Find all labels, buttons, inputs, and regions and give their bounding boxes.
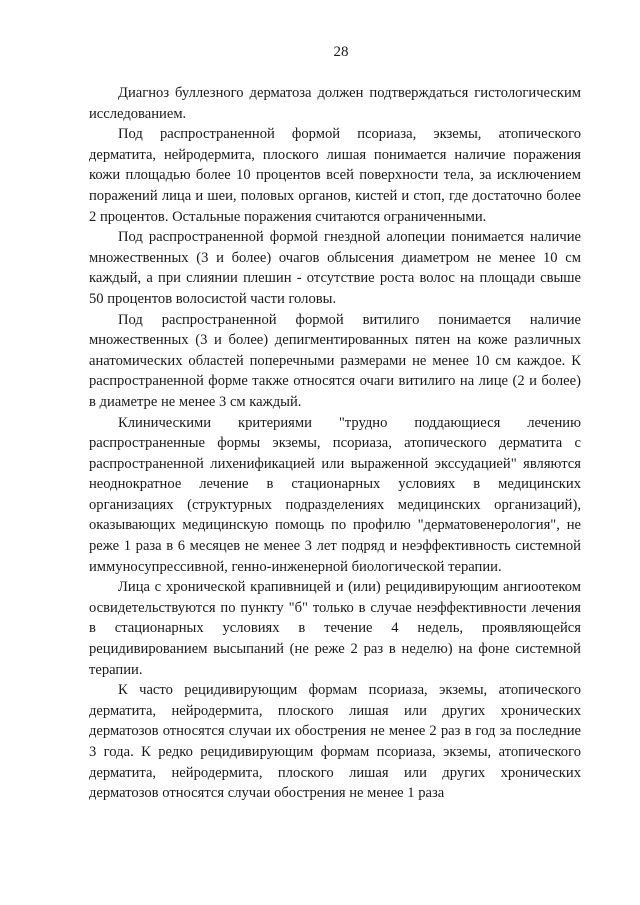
paragraph-vitiligo: Под распространенной формой витилиго понимается наличие множественных (3 и более) депигментированных пятен на коже различных анатомических областей поперечными размерами не менее 10 см каждое. К распространенной форме также относятся очаги витилиго на лице (2 и более) в диаметре не менее 3 см каждый. xyxy=(89,311,581,410)
paragraph-recurrent-forms: К часто рецидивирующим формам псориаза, экземы, атопического дерматита, нейродермита, плоского лишая или других хронических дерматозов относятся случаи их обострения не менее 2 раз в год за последние 3 года. К редко рецидивирующим формам псориаза, экземы, атопического дерматита, нейродермита, плоского лишая или других хронических дерматозов относятся случаи обострения не менее 1 раза xyxy=(89,682,581,802)
paragraph-bullous-dermatosis: Диагноз буллезного дерматоза должен подтверждаться гистологическим исследованием. xyxy=(89,85,581,122)
page-number: 28 xyxy=(333,44,349,60)
paragraph-alopecia: Под распространенной формой гнездной алопеции понимается наличие множественных (3 и более) очагов облысения диаметром не менее 10 см каждый, а при слиянии плешин - отсутствие роста волос на площади свыше 50 процентов волосистой части головы. xyxy=(89,229,581,307)
paragraph-widespread-psoriasis: Под распространенной формой псориаза, экземы, атопического дерматита, нейродермита, плоского лишая понимается наличие поражения кожи площадью более 10 процентов всей поверхности тела, за исключением поражений лица и шеи, половых органов, кистей и стоп, где достаточно более 2 процентов. Остальные поражения считаются ограниченными. xyxy=(89,126,581,225)
document-body xyxy=(89,83,581,804)
paragraph-urticaria: Лица с хронической крапивницей и (или) рецидивирующим ангиоотеком освидетельствуются по пункту "б" только в случае неэффективности лечения в стационарных условиях в течение 4 недель, проявляющейся рецидивированием высыпаний (не реже 2 раз в неделю) на фоне системной терапии. xyxy=(89,579,581,678)
paragraph-clinical-criteria: Клиническими критериями "трудно поддающиеся лечению распространенные формы экземы, псориаза, атопического дерматита с распространенной лихенификацией или выраженной экссудацией" являются неоднократное лечение в стационарных условиях в медицинских организациях (структурных подразделениях медицинских организаций), оказывающих медицинскую помощь по профилю "дерматовенерология", не реже 1 раза в 6 месяцев не менее 3 лет подряд и неэффективность системной иммуносупрессивной, генно-инженерной биологической терапии. xyxy=(89,414,581,575)
